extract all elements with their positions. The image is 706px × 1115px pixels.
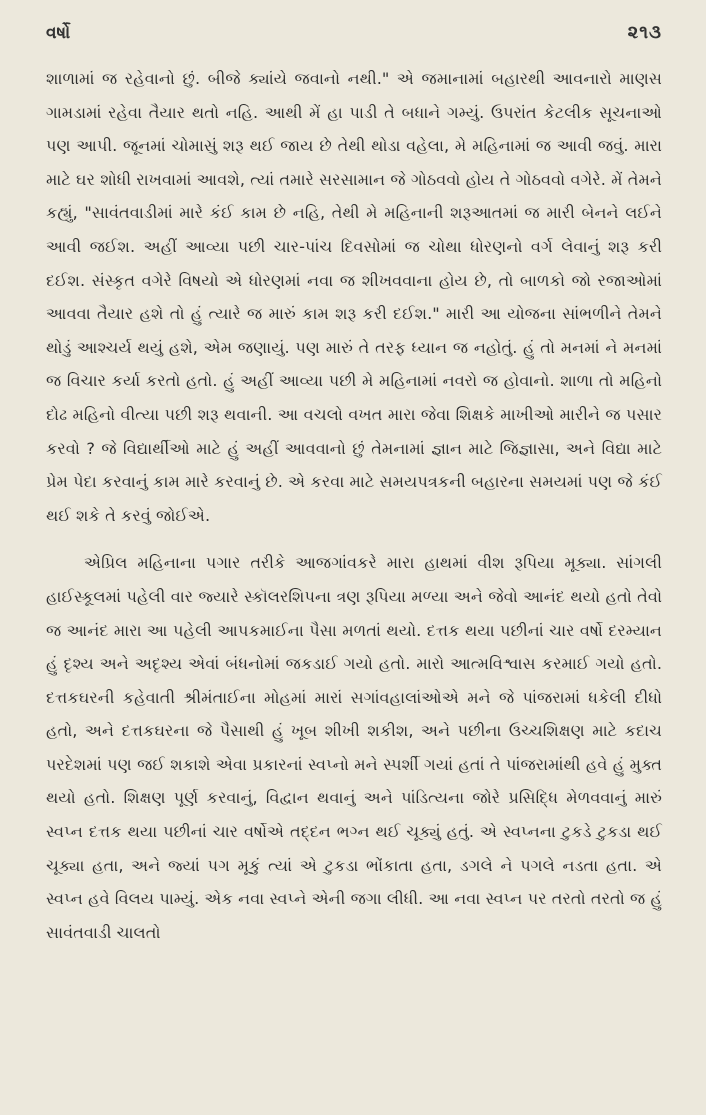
running-head	[46, 22, 662, 52]
paragraph: એપ્રિલ મહિનાના પગાર તરીકે આજગાંવકરે મારા હાથમાં વીશ રૂપિયા મૂક્યા. સાંગલી હાઈસ્કૂલમાં પહેલી વાર જ્યારે સ્કૉલરશિપના ત્રણ રૂપિયા મળ્યા અને જેવો આનંદ થયો હતો તેવો જ આનંદ મારા આ પહેલી આપકમાઈના પૈસા મળતાં થયો. દત્તક થયા પછીનાં ચાર વર્ષો દરમ્યાન હું દૃશ્ય અને અદૃશ્ય એવાં બંધનોમાં જકડાઈ ગયો હતો. મારો આત્મવિશ્વાસ કરમાઈ ગયો હતો. દત્તકઘરની કહેવાતી શ્રીમંતાઈના મોહમાં મારાં સગાંવહાલાંઓએ મને જે પાંજરામાં ધકેલી દીધો હતો, અને દત્તકઘરના જે પૈસાથી હું ખૂબ શીખી શકીશ, અને પછીના ઉચ્ચશિક્ષણ માટે કદાચ પરદેશમાં પણ જઈ શકાશે એવા પ્રકારનાં સ્વપ્નો મને સ્પર્શી ગયાં હતાં તે પાંજરામાંથી હવે હું મુક્ત થયો હતો. શિક્ષણ પૂર્ણ કરવાનું, વિદ્વાન થવાનું અને પાંડિત્યના જોરે પ્રસિદ્ધિ મેળવવાનું મારું સ્વપ્ન દત્તક થયા પછીનાં ચાર વર્ષોએ તદ્દન ભગ્ન થઈ ચૂક્યું હતું. એ સ્વપ્નના ટુકડે ટુકડા થઈ ચૂક્યા હતા, અને જ્યાં પગ મૂકું ત્યાં એ ટુકડા ભોંકાતા હતા, ડગલે ને પગલે નડતા હતા. એ સ્વપ્ન હવે વિલય પામ્યું. એક નવા સ્વપ્ને એની જગા લીધી. આ નવા સ્વપ્ન પર તરતો તરતો જ હું સાવંતવાડી ચાલતો	[46, 553, 662, 942]
body-text	[46, 62, 662, 949]
page-number: ૨૧૩	[627, 22, 662, 43]
paragraph: શાળામાં જ રહેવાનો છું. બીજે ક્યાંયે જવાનો નથી." એ જમાનામાં બહારથી આવનારો માણસ ગામડામાં રહેવા તૈયાર થતો નહિ. આથી મેં હા પાડી તે બધાને ગમ્યું. ઉપરાંત કેટલીક સૂચનાઓ પણ આપી. જૂનમાં ચોમાસું શરૂ થઈ જાય છે તેથી થોડા વહેલા, મે મહિનામાં જ આવી જવું. મારા માટે ઘર શોધી રાખવામાં આવશે, ત્યાં તમારે સરસામાન જે ગોઠવવો હોય તે ગોઠવવો વગેરે. મેં તેમને કહ્યું, "સાવંતવાડીમાં મારે કંઈ કામ છે નહિ, તેથી મે મહિનાની શરૂઆતમાં જ મારી બેનને લઈને આવી જઈશ. અહીં આવ્યા પછી ચાર-પાંચ દિવસોમાં જ ચોથા ધોરણનો વર્ગ લેવાનું શરૂ કરી દઈશ. સંસ્કૃત વગેરે વિષયો એ ધોરણમાં નવા જ શીખવવાના હોય છે, તો બાળકો જો રજાઓમાં આવવા તૈયાર હશે તો હું ત્યારે જ મારું કામ શરૂ કરી દઈશ." મારી આ યોજના સાંભળીને તેમને થોડું આશ્ચર્ય થયું હશે, એમ જણાયું. પણ મારું તે તરફ ધ્યાન જ નહોતું. હું તો મનમાં ને મનમાં જ વિચાર કર્યા કરતો હતો. હું અહીં આવ્યા પછી મે મહિનામાં નવરો જ હોવાનો. શાળા તો મહિનો દોઢ મહિનો વીત્યા પછી શરૂ થવાની. આ વચલો વખત મારા જેવા શિક્ષકે માખીઓ મારીને જ પસાર કરવો ? જે વિદ્યાર્થીઓ માટે હું અહીં આવવાનો છું તેમનામાં જ્ઞાન માટે જિજ્ઞાસા, અને વિદ્યા માટે પ્રેમ પેદા કરવાનું કામ મારે કરવાનું છે. એ કરવા માટે સમયપત્રકની બહારના સમયમાં પણ જે કંઈ થઈ શકે તે કરવું જોઈએ.	[46, 69, 662, 525]
running-title: વર્ષો	[46, 23, 71, 43]
